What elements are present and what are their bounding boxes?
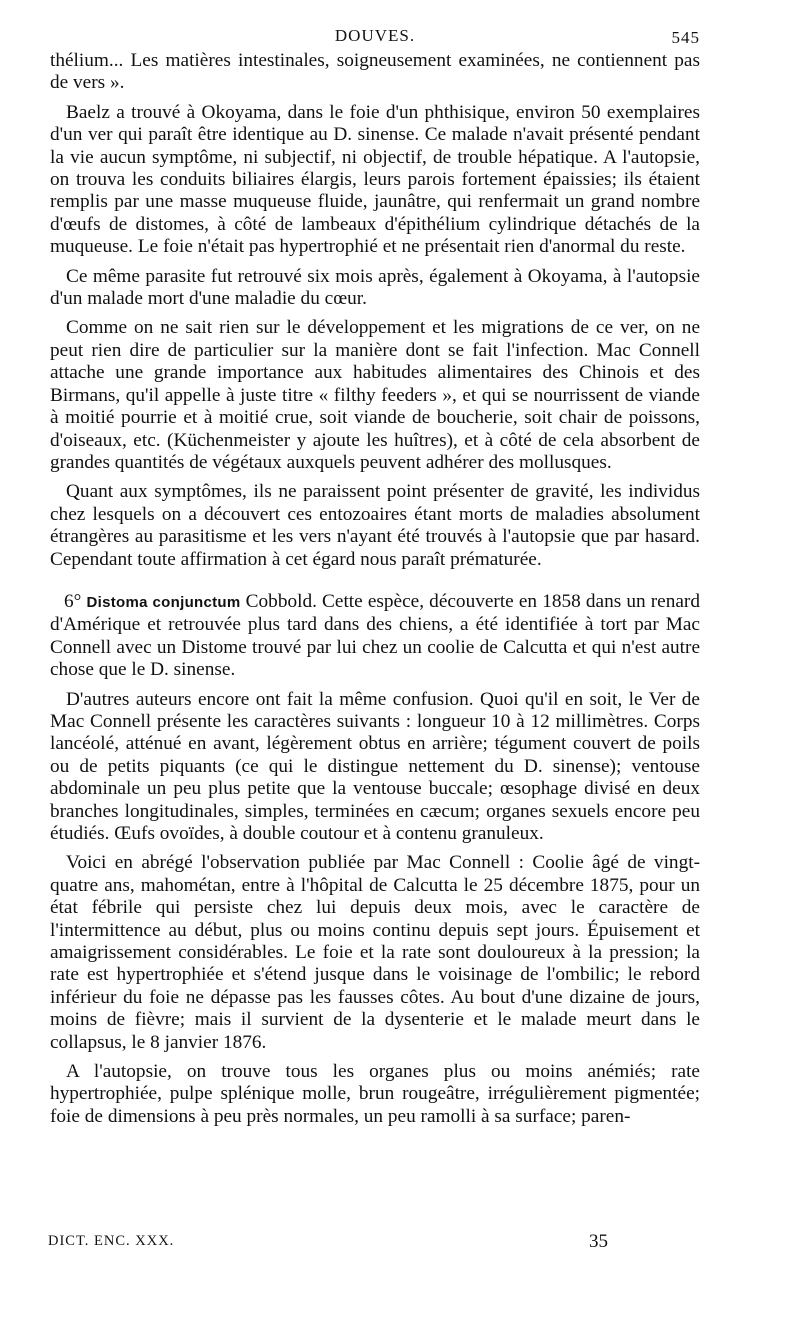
paragraph-infection: Comme on ne sait rien sur le développement et les migrations de ce ver, on ne peut rien dire de particulier sur la manière dont se fait l'infection. Mac Connell attache une grande importance aux habitudes alimentaires des Chinois et des Birmans, qu'il appelle à juste titre « filthy feeders », et qui se nourrissent de viande à moitié pourrie et à moitié crue, soit viande de boucherie, soit chair de poissons, d'oiseaux, etc. (Küchenmeister y ajoute les huîtres), et à côté de cela absorbent de grandes quantités de végétaux auxquels peuvent adhérer des mollusques.: [50, 317, 700, 473]
section-number: 6°: [64, 590, 82, 612]
page-footer: [48, 1233, 608, 1250]
signature-number: 35: [589, 1231, 608, 1252]
paragraph-continuation: thélium... Les matières intestinales, soigneusement examinées, ne contiennent pas de vers ».: [50, 50, 700, 94]
document-page: [50, 22, 700, 1135]
paragraph-characters: D'autres auteurs encore ont fait la même confusion. Quoi qu'il en soit, le Ver de Mac Connell présente les caractères suivants : longueur 10 à 12 millimètres. Corps lancéolé, atténué en avant, légèrement obtus en arrière; tégument couvert de poils ou de petits piquants (ce qui le distingue nettement du D. sinense); ventouse abdominale un peu plus petite que la ventouse buccale; œsophage divisé en deux branches longitudinales, simples, terminées en cæcum; organes sexuels encore peu étudiés. Œufs ovoïdes, à double coutour et à contenu granuleux.: [50, 688, 700, 844]
paragraph-observation: Voici en abrégé l'observation publiée par Mac Connell : Coolie âgé de vingt-quatre ans, mahométan, entre à l'hôpital de Calcutta le 25 décembre 1875, pour un état fébrile qui persiste chez lui depuis deux mois, avec le caractère de l'intermittence au début, plus ou moins continu depuis sept jours. Épuisement et amaigrissement considérables. Le foie et la rate sont douloureux à la pression; la rate est hypertrophiée et s'étend jusque dans le voisinage de l'ombilic; le rebord inférieur du foie ne dépasse pas les fausses côtes. Au bout d'une dizaine de jours, moins de fièvre; mais il survient de la dysenterie et le malade meurt dans le collapsus, le 8 janvier 1876.: [50, 852, 700, 1053]
page-header: [50, 22, 700, 50]
paragraph-symptoms: Quant aux symptômes, ils ne paraissent point présenter de gravité, les individus chez lesquels on a découvert ces entozoaires étant morts de maladies absolument étrangères au parasitisme et les vers n'ayant été trouvés à l'autopsie que par hasard. Cependant toute affirmation à cet égard nous paraît prématurée.: [50, 481, 700, 570]
paragraph-okoyama: Ce même parasite fut retrouvé six mois après, également à Okoyama, à l'autopsie d'un malade mort d'une maladie du cœur.: [50, 265, 700, 310]
section-text: Cobbold. Cette espèce, découverte en 1858 dans un renard d'Amérique et retrouvée plus tard dans des chiens, a été identifiée à tort par Mac Connell avec un Distome trouvé par lui chez un coolie de Calcutta et qui n'est autre chose que le D. sinense.: [50, 590, 700, 681]
section-distoma-conjunctum: [50, 591, 700, 682]
running-title: DOUVES.: [334, 26, 416, 45]
paragraph-autopsy: A l'autopsie, on trouve tous les organes plus ou moins anémiés; rate hypertrophiée, pulpe splénique molle, brun rougeâtre, irrégulièrement pigmentée; foie de dimensions à peu près normales, un peu ramolli à sa surface; paren-: [50, 1061, 700, 1127]
body-text: [50, 50, 700, 1128]
page-number: 545: [671, 28, 700, 47]
paragraph-baelz: Baelz a trouvé à Okoyama, dans le foie d'un phthisique, environ 50 exemplaires d'un ver qui paraît être identique au D. sinense. Ce malade n'avait présenté pendant la vie aucun symptôme, ni subjectif, ni objectif, de trouble hépatique. A l'autopsie, on trouva les conduits biliaires élargis, leurs parois fortement épaissies; ils étaient remplis par une masse muqueuse fluide, jaunâtre, qui renfermait un grand nombre d'œufs de distomes, à côté de lambeaux d'épithélium cylindrique détachés de la muqueuse. Le foie n'était pas hypertrophié et ne présentait rien d'anormal du reste.: [50, 101, 700, 258]
footer-label: DICT. ENC. XXX.: [48, 1233, 175, 1249]
section-species-name: Distoma conjunctum: [86, 593, 241, 611]
